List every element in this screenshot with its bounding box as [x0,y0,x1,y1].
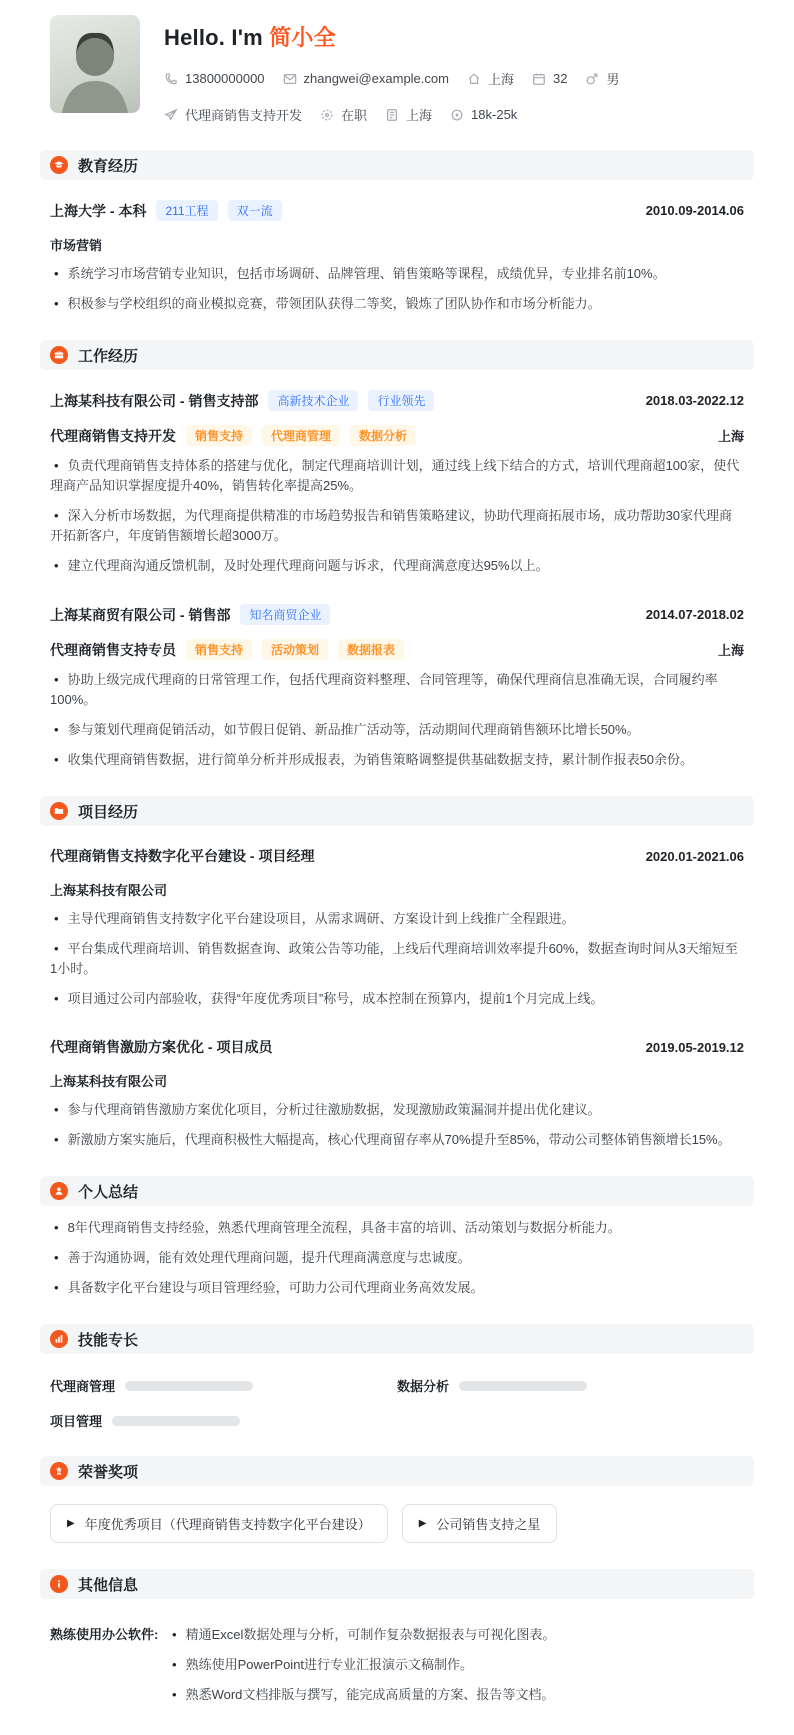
work-date: 2018.03-2022.12 [645,393,744,408]
education-date: 2010.09-2014.06 [645,203,744,218]
list-item: • 深入分析市场数据，为代理商提供精准的市场趋势报告和销售策略建议，协助代理商拓展市场，成功帮助30家代理商开拓新客户，年度销售额增长超3000万。 [50,508,733,543]
skill-row [50,1376,397,1395]
play-icon: ▶ [67,1518,75,1529]
position-value: 代理商销售支持开发 [185,108,303,123]
project-entry [50,846,744,1009]
list-item: • 善于沟通协调，能有效处理代理商问题，提升代理商满意度与忠诚度。 [50,1248,744,1268]
email-value: zhangwei@example.com [303,71,449,86]
section-header-work [40,340,754,370]
position-item [164,105,302,124]
project-name: 代理商销售支持数字化平台建设 - 项目经理 [50,848,315,864]
section-header-honors [40,1456,754,1486]
bullet-dot: • [54,722,59,737]
section-header-skills [40,1324,754,1354]
bullet-dot: • [54,911,59,926]
mail-icon [283,72,297,86]
list-item: • 主导代理商销售支持数字化平台建设项目，从需求调研、方案设计到上线推广全程跟进。 [50,909,744,929]
greeting-text: Hello. I'm [164,25,263,50]
work-date: 2014.07-2018.02 [645,607,744,622]
work-bullets [50,456,744,576]
skill-label: 项目管理 [50,1414,103,1429]
company-name: 上海某商贸有限公司 - 销售部 [50,606,231,623]
skills-grid [50,1360,744,1430]
section-title: 工作经历 [78,347,139,365]
bullet-dot: • [54,1132,59,1147]
phone-item [164,71,265,86]
info-icon [50,1575,68,1593]
list-item: • 收集代理商销售数据，进行简单分析并形成报表，为销售策略调整提供基础数据支持，累计制作报表50余份。 [50,750,744,770]
section-header-education [40,150,754,180]
bullet-dot: • [54,1220,59,1235]
phone-icon [164,72,178,86]
education-icon [50,156,68,174]
bullet-dot: • [54,1250,59,1265]
list-item: • 熟练使用PowerPoint进行专业汇报演示文稿制作。 [168,1655,744,1675]
other-info [50,1615,744,1705]
work-entry [50,604,744,770]
list-item: • 建立代理商沟通反馈机制，及时处理代理商问题与诉求，代理商满意度达95%以上。 [50,556,744,576]
section-title: 项目经历 [78,803,139,821]
medal-icon [50,1462,68,1480]
list-item: • 具备数字化平台建设与项目管理经验，可助力公司代理商业务高效发展。 [50,1278,744,1298]
work-bullets [50,670,744,770]
gender-item [585,69,619,88]
age-icon [532,72,546,86]
company-tag: 高新技术企业 [268,390,358,411]
bullet-dot: • [172,1627,177,1642]
education-bullets [50,264,744,314]
section-title: 个人总结 [78,1183,139,1201]
project-company: 上海某科技有限公司 [50,1074,168,1089]
list-item: • 8年代理商销售支持经验，熟悉代理商管理全流程，具备丰富的培训、活动策划与数据分析能力。 [50,1218,744,1238]
phone-value: 13800000000 [185,71,265,86]
email-item [283,71,449,86]
bar-chart-icon [50,1330,68,1348]
age-value: 32 [552,71,568,86]
section-title: 技能专长 [78,1331,139,1349]
project-date: 2020.01-2021.06 [645,848,744,864]
candidate-name: 简小全 [269,25,336,50]
honor-text: 公司销售支持之星 [436,1517,541,1532]
role-tag: 销售支持 [186,425,252,446]
city-icon [385,108,399,122]
gender-value: 男 [606,72,620,87]
person-icon [50,1182,68,1200]
salary-icon [450,108,464,122]
project-name: 代理商销售激励方案优化 - 项目成员 [50,1039,273,1055]
person-photo-silhouette [50,27,140,113]
project-bullets [50,1100,744,1150]
honor-text: 年度优秀项目（代理商销售支持数字化平台建设） [84,1517,371,1532]
project-icon [50,802,68,820]
bullet-dot: • [54,508,59,523]
company-tag: 知名商贸企业 [240,604,330,625]
role-title: 代理商销售支持专员 [50,641,176,658]
list-item: • 熟悉Word文档排版与撰写，能完成高质量的方案、报告等文档。 [168,1685,744,1705]
play-icon: ▶ [418,1518,427,1529]
list-item: • 参与代理商销售激励方案优化项目，分析过往激励数据，发现激励政策漏洞并提出优化建议。 [50,1100,744,1120]
bullet-dot: • [54,1102,59,1117]
contact-row-2 [164,105,619,124]
skill-label: 数据分析 [397,1379,450,1394]
bullet-dot: • [54,558,59,573]
status-item [320,105,367,124]
work-location: 上海 [717,429,744,444]
skill-label: 代理商管理 [50,1379,116,1394]
project-bullets [50,909,744,1009]
project-entry [50,1037,744,1150]
list-item: • 平台集成代理商培训、销售数据查询、政策公告等功能，上线后代理商培训效率提升60%，数据查询时间从3天缩短至1小时。 [50,941,738,976]
skill-row [50,1411,397,1430]
bullet-dot: • [54,991,59,1006]
status-value: 在职 [341,108,368,123]
location-item [467,69,514,88]
section-title: 教育经历 [78,157,139,175]
work-entry [50,390,744,576]
section-header-summary [40,1176,754,1206]
location-icon [467,72,481,86]
company-tag: 行业领先 [368,390,434,411]
skill-bar [125,1381,253,1391]
project-company: 上海某科技有限公司 [50,883,168,898]
school-name: 上海大学 - 本科 [50,202,147,219]
city-value: 上海 [406,108,433,123]
bullet-dot: • [172,1687,177,1702]
honors-list [50,1504,744,1543]
role-tag: 数据报表 [338,639,404,660]
list-item: • 新激励方案实施后，代理商积极性大幅提高，核心代理商留存率从70%提升至85%，带动公司整体销售额增长15%。 [50,1130,744,1150]
bullet-dot: • [54,1280,59,1295]
position-icon [164,108,178,122]
other-bullets [168,1615,744,1705]
list-item: • 协助上级完成代理商的日常管理工作，包括代理商资料整理、合同管理等，确保代理商信息准确无误，合同履约率100%。 [50,672,718,707]
honor-pill [50,1504,388,1543]
role-title: 代理商销售支持开发 [50,427,176,444]
skill-bar [459,1381,587,1391]
briefcase-icon [50,346,68,364]
status-icon [320,108,334,122]
list-item: • 项目通过公司内部验收，获得“年度优秀项目”称号，成本控制在预算内，提前1个月完成上线。 [50,989,744,1009]
header-info [164,15,619,124]
list-item: • 负责代理商销售支持体系的搭建与优化，制定代理商培训计划，通过线上线下结合的方式，培训代理商超100家，使代理商产品知识掌握度提升40%，销售转化率提高25%。 [50,458,740,493]
bullet-dot: • [54,941,59,956]
role-tag: 活动策划 [262,639,328,660]
city-item [385,105,432,124]
gender-icon [585,72,599,86]
section-title: 荣誉奖项 [78,1463,139,1481]
project-date: 2019.05-2019.12 [645,1039,744,1055]
resume-header [50,15,744,124]
avatar [50,15,140,113]
salary-item [450,107,517,122]
list-item: • 精通Excel数据处理与分析，可制作复杂数据报表与可视化图表。 [168,1625,744,1645]
bullet-dot: • [54,672,59,687]
role-tag: 代理商管理 [262,425,340,446]
bullet-dot: • [54,296,59,311]
list-item: • 系统学习市场营销专业知识，包括市场调研、品牌管理、销售策略等课程，成绩优异，专业排名前10%。 [50,264,744,284]
section-header-other [40,1569,754,1599]
section-header-projects [40,796,754,826]
honor-pill [402,1504,558,1543]
page-title [164,21,619,52]
education-entry [50,200,744,314]
section-title: 其他信息 [78,1576,139,1594]
company-name: 上海某科技有限公司 - 销售支持部 [50,392,259,409]
role-tag: 销售支持 [186,639,252,660]
bullet-dot: • [54,752,59,767]
school-tag: 双一流 [228,200,282,221]
work-location: 上海 [717,643,744,658]
list-item: • 积极参与学校组织的商业模拟竞赛，带领团队获得二等奖，锻炼了团队协作和市场分析能力。 [50,294,744,314]
age-item [532,71,567,86]
school-tag: 211工程 [156,200,217,221]
salary-value: 18k-25k [471,107,518,122]
bullet-dot: • [54,266,59,281]
summary-bullets [50,1218,744,1298]
skill-row [397,1376,744,1395]
bullet-dot: • [172,1657,177,1672]
role-tag: 数据分析 [350,425,416,446]
skill-bar [112,1416,240,1426]
major: 市场营销 [50,238,103,253]
list-item: • 参与策划代理商促销活动，如节假日促销、新品推广活动等，活动期间代理商销售额环比增长50%。 [50,720,744,740]
other-label: 熟练使用办公软件: [50,1627,159,1642]
location-value: 上海 [487,72,514,87]
contact-row-1 [164,69,619,88]
bullet-dot: • [54,458,59,473]
